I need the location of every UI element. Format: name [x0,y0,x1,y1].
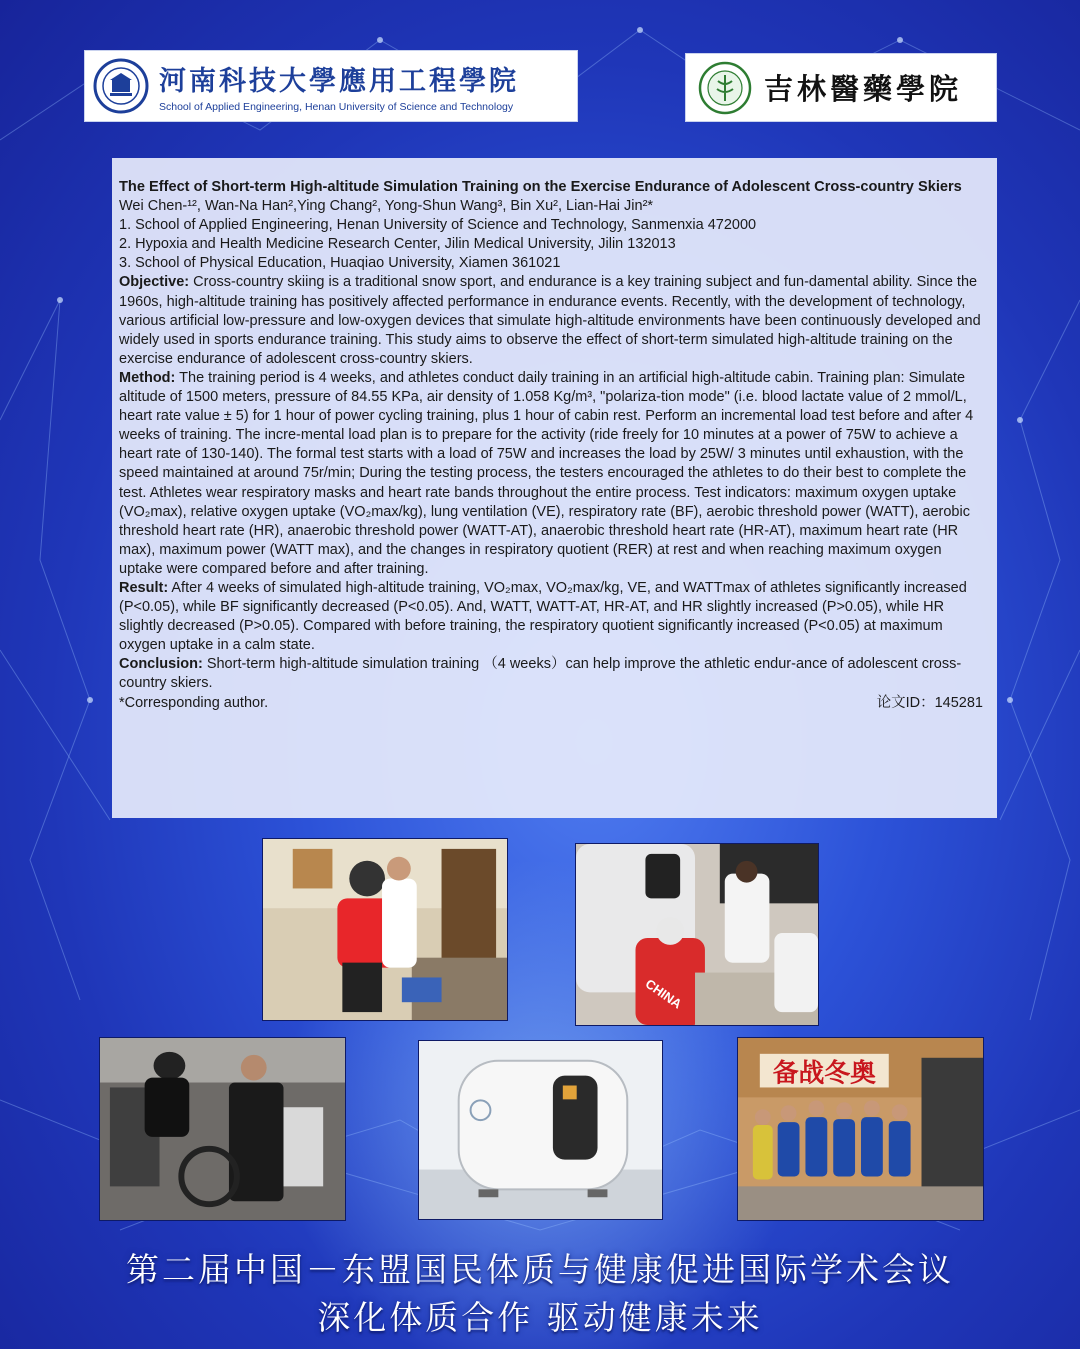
method-label: Method: [119,369,176,386]
author-list: Wei Chen-¹², Wan-Na Han²,Ying Chang², Yong-Shun Wang³, Bin Xu², Lian-Hai Jin²* [119,198,654,215]
school-name-chinese: 河南科技大學應用工程學院 [159,66,519,97]
photo-bike-test [262,838,508,1021]
affiliation-3: 3. School of Physical Education, Huaqiao University, Xiamen 361021 [119,255,561,272]
abstract-panel [112,158,997,818]
university-seal-icon [93,58,149,114]
conference-slogan: 深化体质合作 驱动健康未来 [317,1298,763,1337]
jilin-medical-seal-icon [698,61,752,115]
photo-cycling-cabin [99,1037,346,1221]
corresponding-author-note: *Corresponding author. [119,694,269,711]
conclusion-label: Conclusion: [119,656,203,673]
objective-label: Objective: [119,274,190,291]
paper-id: 论文ID：145281 [876,694,983,711]
china-jacket-text: CHINA [642,975,685,1012]
photo-team-group [737,1037,984,1221]
school-name-english: School of Applied Engineering, Henan University of Science and Technology [159,101,514,113]
jilin-medical-logo [685,53,997,122]
objective-section [119,273,983,368]
result-section [119,579,983,655]
affiliation-1: 1. School of Applied Engineering, Henan University of Science and Technology, Sanmenxia 472000 [119,217,757,234]
banner-text: 备战冬奥 [772,1058,876,1089]
result-text: After 4 weeks of simulated high-altitude training, VO₂max, VO₂max/kg, VE, and WATTmax of athletes significantly increased (P<0.05), while BF significantly decreased (P<0.05). And, WATT, WATT-AT, HR-AT, and HR slightly increased (P>0.05), while HR slightly decreased (P>0.05). Compared with before training, the respiratory quotient significantly increased (P<0.05) at maximum oxygen uptake in a calm state. [119,579,967,654]
conclusion-section [119,655,983,693]
henan-university-logo [84,50,578,122]
result-label: Result: [119,579,169,596]
method-text: The training period is 4 weeks, and athletes conduct daily training in an artificial high-altitude cabin. Training plan: Simulate altitude of 1500 meters, pressure of 84.55 KPa, air density of 1.058 Kg/m³, "polariza-tion mode" (i.e. blood lactate value of 2 mmol/L, heart rate value ± 5) for 1 hour of power cycling training, plus 1 hour of cabin rest. Perform an incremental load test before and after 4 weeks of training. The incre-mental load plan is to prepare for the activity (ride freely for 10 minutes at a power of 75W to achieve a heart rate of 130-140). The formal test starts with a load of 75W and increases the load by 25W/ 3 minutes until exhaustion, with the speed maintained at around 75r/min; During the testing process, the testers encouraged the athletes to do their best to complete the test. Athletes wear respiratory masks and heart rate bands throughout the entire process. Test indicators: maximum oxygen uptake (VO₂max), relative oxygen uptake (VO₂max/kg), lung ventilation (VE), respiratory rate (BF), aerobic threshold power (WATT), aerobic threshold heart rate (HR), anaerobic threshold power (WATT-AT), anaerobic threshold heart rate (HR-AT), maximum heart rate (HR max), maximum power (WATT max), and the changes in respiratory quotient (RER) at rest and when reaching maximum oxygen uptake were compared before and after training. [119,369,974,577]
photo-blood-test [575,843,819,1026]
conclusion-text: Short-term high-altitude simulation training （4 weeks）can help improve the athletic endur-ance of adolescent cross-country skiers. [119,656,962,692]
paper-title: The Effect of Short-term High-altitude Simulation Training on the Exercise Endurance of Adolescent Cross-country Skiers [119,179,962,195]
affiliation-2: 2. Hypoxia and Health Medicine Research Center, Jilin Medical University, Jilin 132013 [119,236,676,253]
abstract-footer [119,694,983,713]
method-section [119,369,983,579]
conference-name: 第二届中国－东盟国民体质与健康促进国际学术会议 [126,1250,954,1289]
college-name-chinese: 吉林醫藥學院 [764,72,963,106]
objective-text: Cross-country skiing is a traditional snow sport, and endurance is a key training subject and fun-damental ability. Since the 1960s, high-altitude training has positively affected performance in endurance events. Recently, with the development of technology, various artificial low-pressure and low-oxygen devices that simulate high-altitude environments have been continuously developed and widely used in sports endurance training. This study aims to observe the effect of short-term simulated high-altitude training on the exercise endurance of adolescent cross-country skiers. [119,274,981,367]
photo-hypoxic-chamber [418,1040,663,1220]
